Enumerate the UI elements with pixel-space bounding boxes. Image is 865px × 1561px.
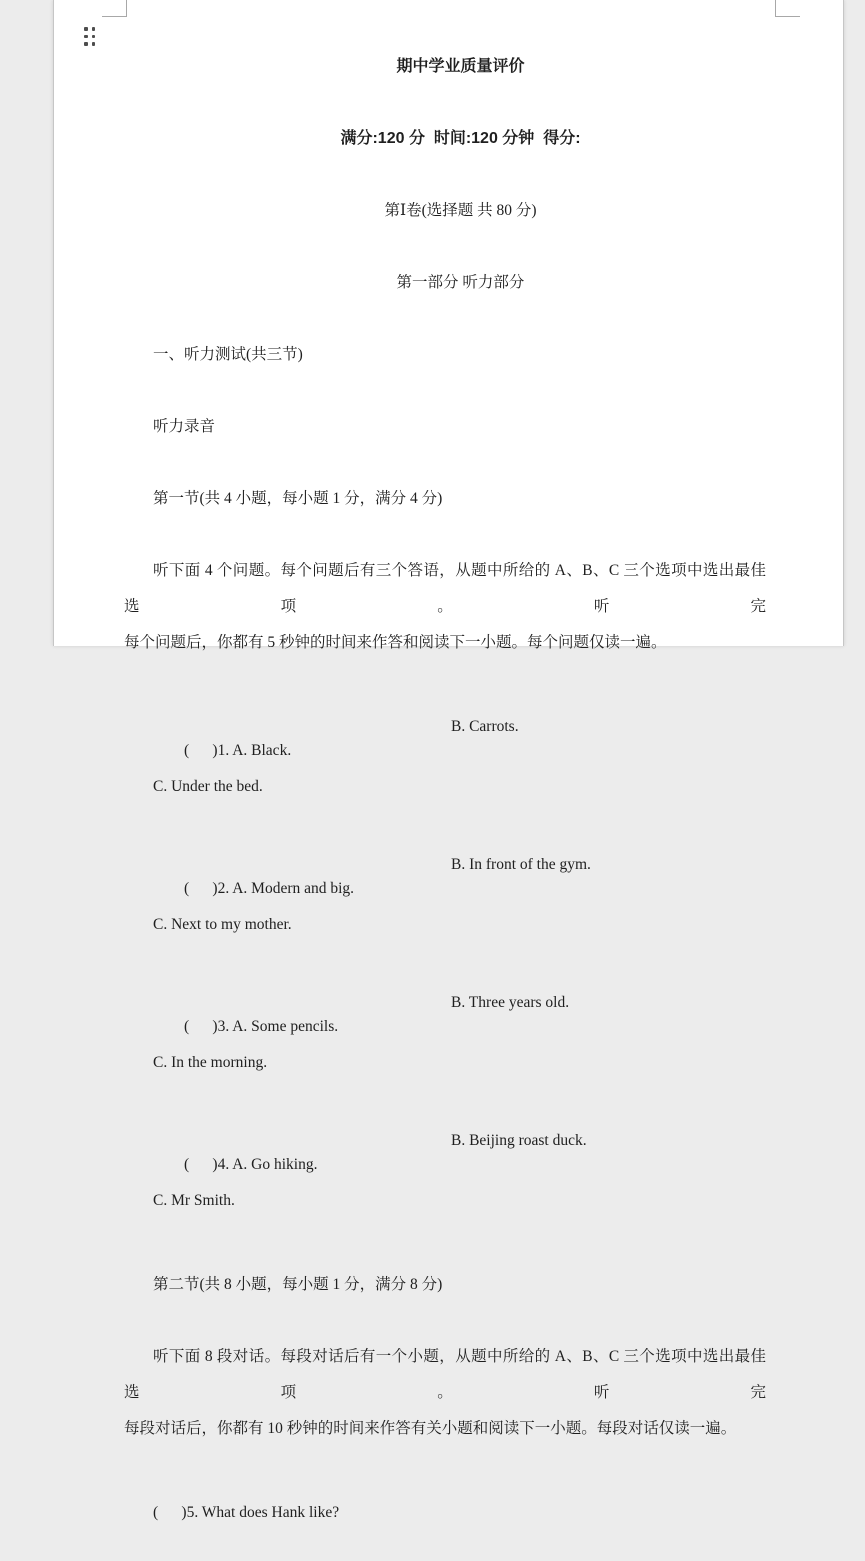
document-page bbox=[53, 0, 844, 1521]
option-c: C. In the morning. bbox=[153, 1054, 268, 1071]
question-row bbox=[124, 853, 766, 897]
section-heading: 一、听力测试(共三节) bbox=[153, 346, 303, 363]
option-c: C. Next to my mother. bbox=[153, 916, 292, 933]
option-a: ( )2. A. Modern and big. bbox=[184, 880, 355, 897]
option-c: C. Under the bed. bbox=[153, 778, 263, 795]
document-content bbox=[54, 0, 843, 1561]
partial-question: ( )5. What does Hank like? bbox=[153, 1504, 340, 1521]
option-b: B. In front of the gym. bbox=[451, 856, 591, 873]
question-row bbox=[124, 991, 766, 1035]
audio-label: 听力录音 bbox=[153, 418, 216, 435]
option-b: B. Beijing roast duck. bbox=[451, 1132, 587, 1149]
question-row bbox=[124, 715, 766, 759]
part1-instruction-line: 听下面 4 个问题。每个问题后有三个答语，从题中所给的 A、B、C 三个选项中选出最佳选项。听完 bbox=[124, 562, 766, 615]
part-heading: 第一部分 听力部分 bbox=[396, 274, 525, 291]
part1-heading: 第一节(共 4 小题，每小题 1 分，满分 4 分) bbox=[153, 490, 443, 507]
option-a: ( )1. A. Black. bbox=[184, 742, 292, 759]
question-row bbox=[124, 1129, 766, 1173]
option-b: B. Carrots. bbox=[451, 718, 519, 735]
exam-title: 期中学业质量评价 bbox=[396, 58, 525, 75]
part2-heading: 第二节(共 8 小题，每小题 1 分，满分 8 分) bbox=[153, 1276, 443, 1293]
option-a: ( )4. A. Go hiking. bbox=[184, 1156, 318, 1173]
option-b: B. Three years old. bbox=[451, 994, 570, 1011]
part2-instruction-line: 听下面 8 段对话。每段对话后有一个小题，从题中所给的 A、B、C 三个选项中选出最佳选项。听完 bbox=[124, 1348, 766, 1401]
part2-instruction-line: 每段对话后，你都有 10 秒钟的时间来作答有关小题和阅读下一小题。每段对话仅读一遍。 bbox=[124, 1420, 737, 1437]
option-c: C. Mr Smith. bbox=[153, 1192, 235, 1209]
part1-instruction-line: 每个问题后，你都有 5 秒钟的时间来作答和阅读下一小题。每个问题仅读一遍。 bbox=[124, 634, 667, 651]
score-line: 满分:120 分 时间:120 分钟 得分: bbox=[340, 130, 581, 147]
option-a: ( )3. A. Some pencils. bbox=[184, 1018, 339, 1035]
volume-heading: 第Ⅰ卷(选择题 共 80 分) bbox=[384, 202, 537, 219]
